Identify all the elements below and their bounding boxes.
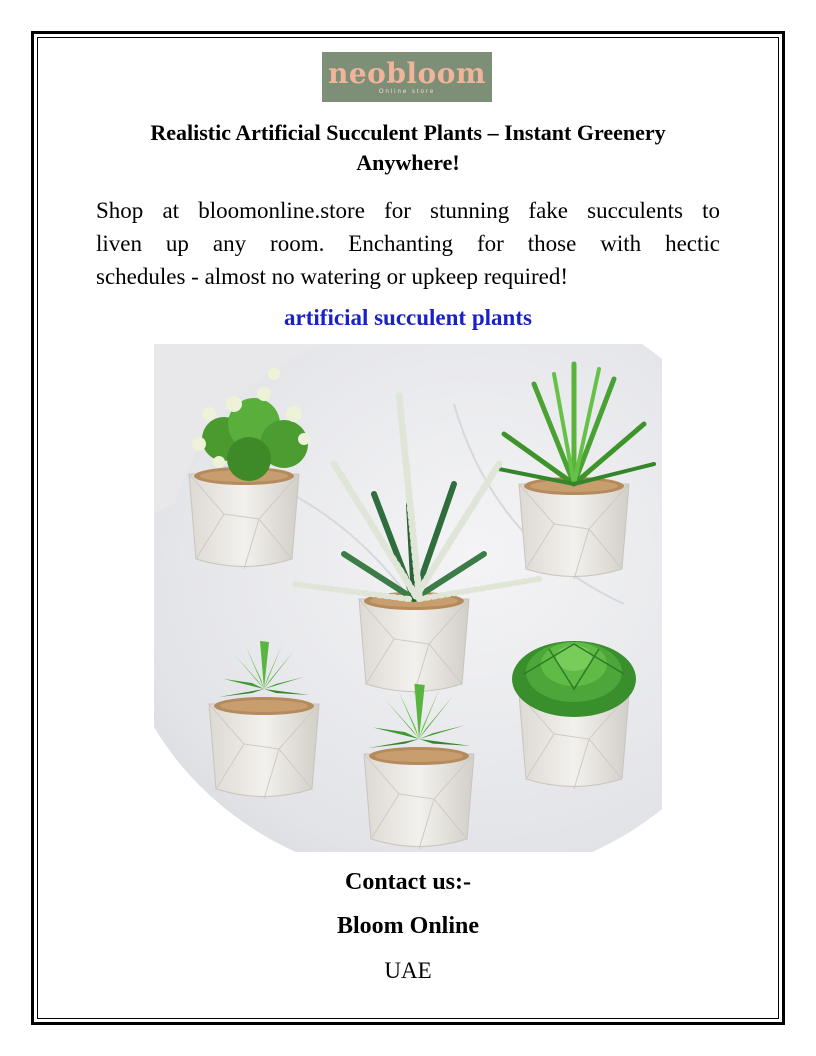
page-title: Realistic Artificial Succulent Plants – Instant Greenery Anywhere! [150,120,666,175]
logo-tagline: Online store [378,88,436,95]
intro-line-2: liven up any room. Enchanting for those with hectic [96,231,720,256]
brand-logo [322,52,492,102]
echeveria-bottom-right [512,641,636,717]
product-photo [154,344,662,852]
contact-heading: Contact us:- [345,869,471,895]
logo-wordmark: neobloom [327,56,487,90]
intro-line-1: Shop at bloomonline.store for stunning fake succulents to [96,198,720,223]
company-name: Bloom Online [336,913,480,939]
company-country: UAE [384,958,432,983]
product-link[interactable]: artificial succulent plants [284,305,532,330]
intro-line-3: schedules - almost no watering or upkeep required! [96,264,568,289]
intro-paragraph [96,194,720,293]
